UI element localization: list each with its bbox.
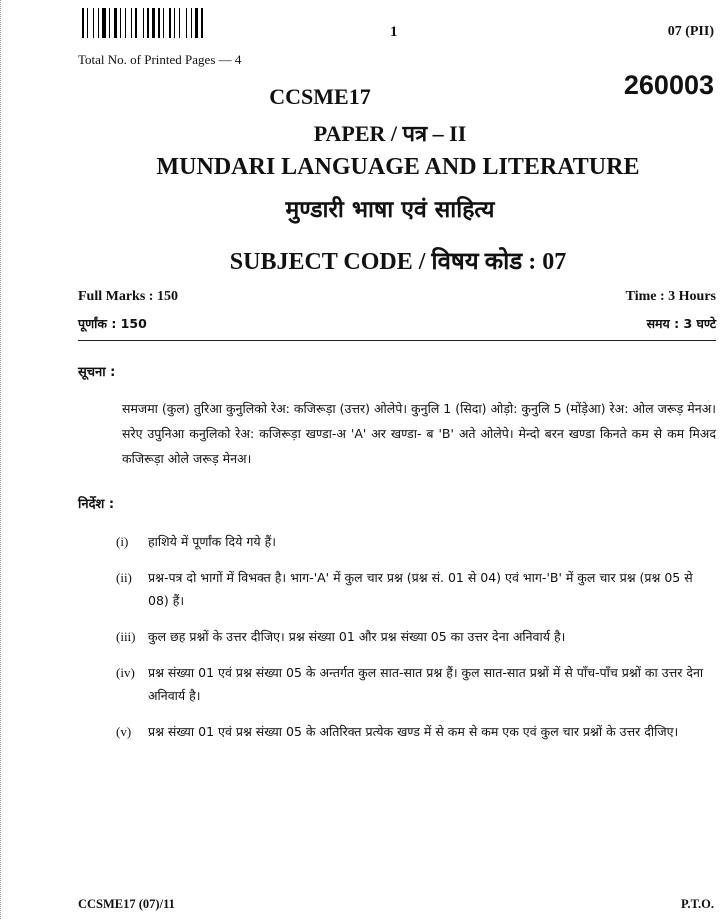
- barcode-bar: [145, 8, 146, 38]
- barcode-bar: [125, 8, 126, 38]
- time-allowed: Time : 3 Hours: [625, 289, 716, 304]
- top-paper-code: 07 (PII): [667, 24, 714, 39]
- instruction-number: (iii): [116, 629, 136, 644]
- serial-number: 260003: [623, 70, 714, 100]
- barcode-bar: [89, 8, 92, 38]
- barcode-bar: [143, 8, 144, 38]
- instruction-number: (iv): [116, 665, 135, 680]
- instruction-text: कुल छह प्रश्नों के उत्तर दीजिए। प्रश्न संख्या 01 और प्रश्न संख्या 05 का उत्तर देना अनिवार्य है।: [148, 629, 566, 644]
- barcode-bar: [191, 8, 192, 38]
- barcode-bar: [195, 8, 198, 38]
- instruction-item: [116, 720, 716, 743]
- barcode-bar: [201, 8, 203, 38]
- barcode-bar: [179, 8, 180, 38]
- barcode-bar: [199, 8, 200, 38]
- barcode-bar: [98, 8, 99, 38]
- barcode-bar: [107, 8, 108, 38]
- barcode-bar: [165, 8, 168, 38]
- full-marks: Full Marks : 150: [78, 289, 178, 304]
- barcode-bar: [120, 8, 121, 38]
- footer-paper-code: CCSME17 (07)/11: [78, 897, 175, 911]
- divider-line: [78, 340, 716, 341]
- notice-text: समजमा (कुल) तुरिआ कुनुलिको रेअ: कजिरूड़ा (उत्तर) ओलेपे। कुनुलि 1 (सिदा) ओड़ो: कुनुलि 5 (मोंड़ेआ) रेअ: ओल जरूड़ मेनअ। सरेए उपुनिआ कनुलिको रेअ: कजिरूड़ा खण्डा-अ 'A' अर खण्डा- ब 'B' अते ओलेपे। मेन्दो बरन खण्डा किनते कम से कम मिअद कजिरूड़ा ओले जरूड़ मेनअ।: [122, 401, 716, 466]
- barcode-bar: [176, 8, 178, 38]
- instruction-text: प्रश्न संख्या 01 एवं प्रश्न संख्या 05 के अन्तर्गत कुल सात-सात प्रश्न हैं। कुल सात-सात प्रश्नों में से पाँच-पाँच प्रश्नों का उत्तर देना अनिवार्य है।: [148, 665, 704, 703]
- instruction-number: (v): [116, 724, 132, 739]
- barcode-bar: [87, 8, 88, 38]
- subject-title: MUNDARI LANGUAGE AND LITERATURE: [156, 154, 640, 180]
- barcode-bar: [85, 8, 86, 38]
- subject-code: SUBJECT CODE / विषय कोड : 07: [229, 249, 567, 275]
- footer-pto: P.T.O.: [681, 897, 714, 911]
- barcode: [82, 8, 234, 38]
- instruction-number: (i): [116, 534, 129, 549]
- printed-pages-count: Total No. of Printed Pages — 4: [78, 52, 242, 67]
- instruction-text: प्रश्न संख्या 01 एवं प्रश्न संख्या 05 के अतिरिक्त प्रत्येक खण्ड में से कम से कम एक एवं कुल चार प्रश्नों के उत्तर दीजिए।: [148, 724, 679, 739]
- barcode-bar: [188, 8, 190, 38]
- instruction-text: प्रश्न-पत्र दो भागों में विभक्त है। भाग-'A' में कुल चार प्रश्न (प्रश्न सं. 01 से 04) एवं भाग-'B' में कुल चार प्रश्न (प्रश्न 05 से 08) हैं।: [148, 570, 693, 608]
- subject-title-hindi: मुण्डारी भाषा एवं साहित्य: [285, 197, 495, 223]
- barcode-bar: [158, 8, 160, 38]
- time-allowed-hindi: समय : 3 घण्टे: [646, 316, 716, 331]
- barcode-bar: [133, 8, 134, 38]
- instruction-item: [116, 566, 716, 612]
- marks-row-english: [78, 289, 716, 305]
- page-number: 1: [390, 24, 398, 40]
- instructions-list: [116, 530, 716, 756]
- barcode-bar: [111, 8, 113, 38]
- barcode-bar: [152, 8, 155, 38]
- barcode-bar: [169, 8, 171, 38]
- marks-row-hindi: [78, 315, 716, 332]
- barcode-bar: [163, 8, 164, 38]
- full-marks-hindi: पूर्णांक : 150: [78, 316, 147, 331]
- barcode-bar: [93, 8, 94, 38]
- barcode-bar: [138, 8, 142, 38]
- instructions-heading: निर्देश :: [78, 497, 115, 512]
- barcode-bar: [186, 8, 187, 38]
- barcode-bar: [114, 8, 117, 38]
- instruction-text: हाशिये में पूर्णांक दिये गये हैं।: [148, 534, 276, 549]
- barcode-bar: [95, 8, 97, 38]
- barcode-bar: [172, 8, 173, 38]
- paper-title: PAPER / पत्र – II: [313, 121, 467, 146]
- barcode-bar: [109, 8, 110, 38]
- instruction-item: [116, 530, 716, 553]
- barcode-bar: [131, 8, 132, 38]
- notice-heading: सूचना :: [78, 365, 116, 380]
- barcode-bar: [127, 8, 130, 38]
- barcode-bar: [118, 8, 119, 38]
- barcode-bar: [82, 8, 84, 38]
- barcode-bar: [135, 8, 137, 38]
- barcode-bar: [150, 8, 151, 38]
- barcode-bar: [147, 8, 149, 38]
- barcode-bar: [102, 8, 106, 38]
- barcode-bar: [193, 8, 194, 38]
- exam-code: CCSME17: [269, 84, 371, 109]
- barcode-bar: [161, 8, 162, 38]
- instruction-item: [116, 625, 716, 648]
- instruction-number: (ii): [116, 570, 132, 585]
- barcode-bar: [156, 8, 157, 38]
- barcode-bar: [174, 8, 175, 38]
- barcode-bar: [122, 8, 124, 38]
- barcode-bar: [100, 8, 101, 38]
- barcode-bar: [181, 8, 185, 38]
- instruction-item: [116, 661, 716, 707]
